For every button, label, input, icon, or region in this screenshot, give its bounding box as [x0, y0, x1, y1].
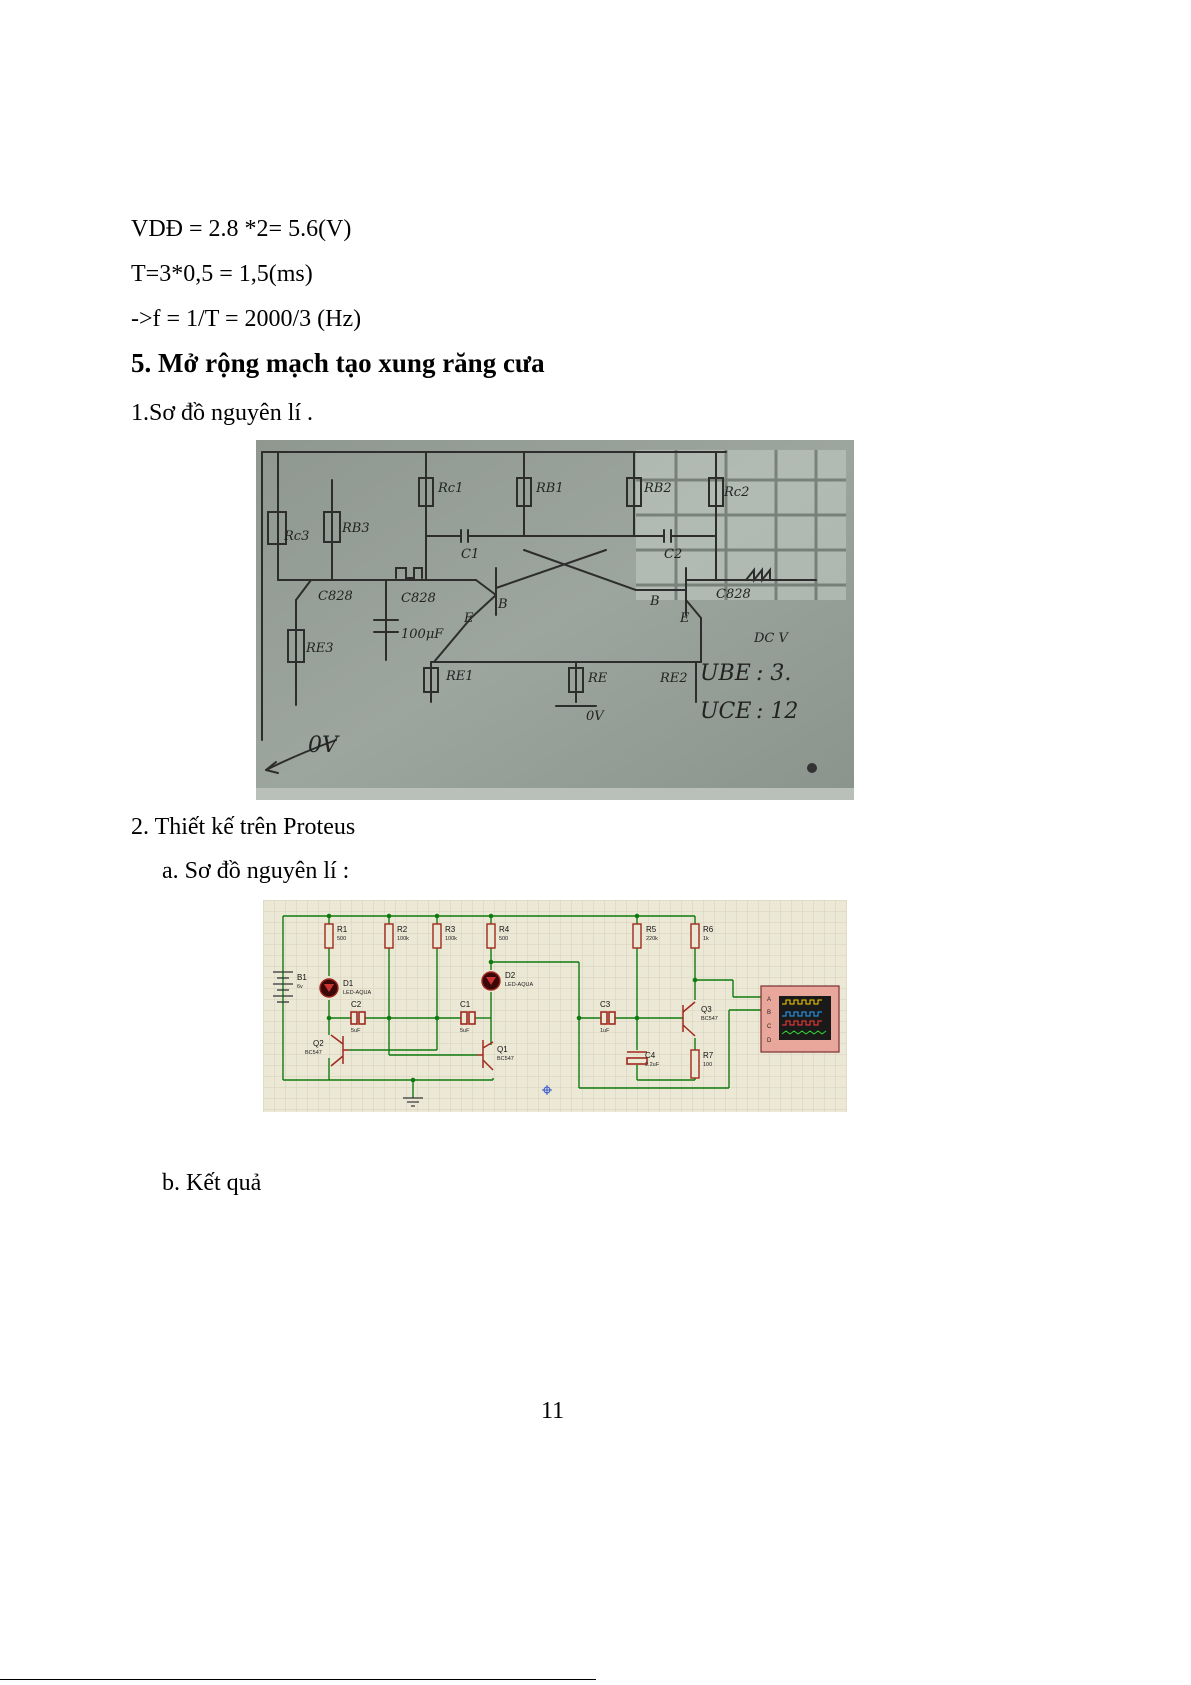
text-vdd: VDĐ = 2.8 *2= 5.6(V): [131, 216, 352, 242]
label-re1: RE1: [446, 669, 474, 684]
q1-value: BC547: [497, 1056, 514, 1062]
r5-value: 220k: [646, 936, 658, 942]
scope-channel-a: A: [767, 997, 772, 1003]
c4-value: 2.2uF: [645, 1062, 660, 1068]
label-0v-big: 0V: [308, 733, 338, 758]
r6-name: R6: [703, 925, 714, 934]
label-c828-mid: C828: [401, 591, 436, 606]
r2-value: 100k: [397, 936, 409, 942]
r7-value: 100: [703, 1062, 713, 1068]
r4-name: R4: [499, 925, 510, 934]
d1-value: LED-AQUA: [343, 990, 372, 996]
label-rc1: Rc1: [438, 481, 464, 496]
label-rc2: Rc2: [724, 485, 750, 500]
label-0v-small: 0V: [586, 709, 604, 724]
q2-name: Q2: [313, 1039, 324, 1048]
r6-value: 1k: [703, 936, 709, 942]
label-b-left: B: [498, 597, 508, 612]
label-e-left: E: [464, 611, 474, 626]
r4-value: 500: [499, 936, 509, 942]
scope-channel-d: D: [767, 1038, 772, 1044]
proteus-schematic: [263, 900, 847, 1112]
whiteboard-photo: [256, 440, 854, 800]
label-rb2: RB2: [644, 481, 672, 496]
subheading-proteus-schematic: a. Sơ đồ nguyên lí :: [162, 858, 350, 884]
label-rc3: Rc3: [284, 529, 310, 544]
r3-value: 100k: [445, 936, 457, 942]
label-re2: RE2: [660, 671, 688, 686]
c4-name: C4: [645, 1051, 656, 1060]
oscilloscope: [761, 986, 839, 1052]
label-dc-v: DC V: [754, 631, 788, 646]
label-c2: C2: [664, 547, 683, 562]
label-e-right: E: [680, 611, 690, 626]
c2-name: C2: [351, 1000, 362, 1009]
c1-value: 5uF: [460, 1028, 470, 1034]
q3-value: BC547: [701, 1016, 718, 1022]
label-re: RE: [588, 671, 608, 686]
subheading-schematic: 1.Sơ đồ nguyên lí .: [131, 400, 314, 426]
r7-name: R7: [703, 1051, 714, 1060]
d2-value: LED-AQUA: [505, 982, 534, 988]
r2-name: R2: [397, 925, 408, 934]
c3-name: C3: [600, 1000, 611, 1009]
label-rb3: RB3: [342, 521, 370, 536]
q3-name: Q3: [701, 1005, 712, 1014]
footer-rule: [0, 1679, 596, 1680]
label-ube: UBE: [700, 661, 751, 686]
subheading-proteus: 2. Thiết kế trên Proteus: [131, 814, 356, 840]
label-cap-100uf: 100μF: [401, 627, 444, 642]
page-number: 11: [541, 1398, 565, 1424]
label-uce-value: : 12: [756, 699, 799, 724]
text-frequency: ->f = 1/T = 2000/3 (Hz): [131, 306, 362, 332]
r1-name: R1: [337, 925, 348, 934]
label-c1: C1: [461, 547, 480, 562]
q1-name: Q1: [497, 1045, 508, 1054]
r3-name: R3: [445, 925, 456, 934]
c3-value: 1uF: [600, 1028, 610, 1034]
label-re3: RE3: [306, 641, 334, 656]
label-c828-right: C828: [716, 587, 751, 602]
section-heading: 5. Mở rộng mạch tạo xung răng cưa: [131, 348, 545, 378]
d1-name: D1: [343, 979, 354, 988]
scope-channel-b: B: [767, 1010, 772, 1016]
c2-value: 5uF: [351, 1028, 361, 1034]
r1-value: 500: [337, 936, 347, 942]
text-period: T=3*0,5 = 1,5(ms): [131, 261, 313, 287]
c1-name: C1: [460, 1000, 471, 1009]
label-ube-value: : 3.: [756, 661, 792, 686]
q2-value: BC547: [305, 1050, 322, 1056]
r5-name: R5: [646, 925, 657, 934]
subheading-result: b. Kết quả: [162, 1170, 262, 1196]
d2-name: D2: [505, 971, 516, 980]
window-reflection: [636, 450, 846, 600]
label-rb1: RB1: [536, 481, 564, 496]
b1-value: 6v: [297, 984, 303, 990]
label-c828-left: C828: [318, 589, 353, 604]
label-b-right: B: [650, 594, 660, 609]
label-uce: UCE: [700, 699, 752, 724]
scope-channel-c: C: [767, 1024, 772, 1030]
b1-name: B1: [297, 973, 307, 982]
